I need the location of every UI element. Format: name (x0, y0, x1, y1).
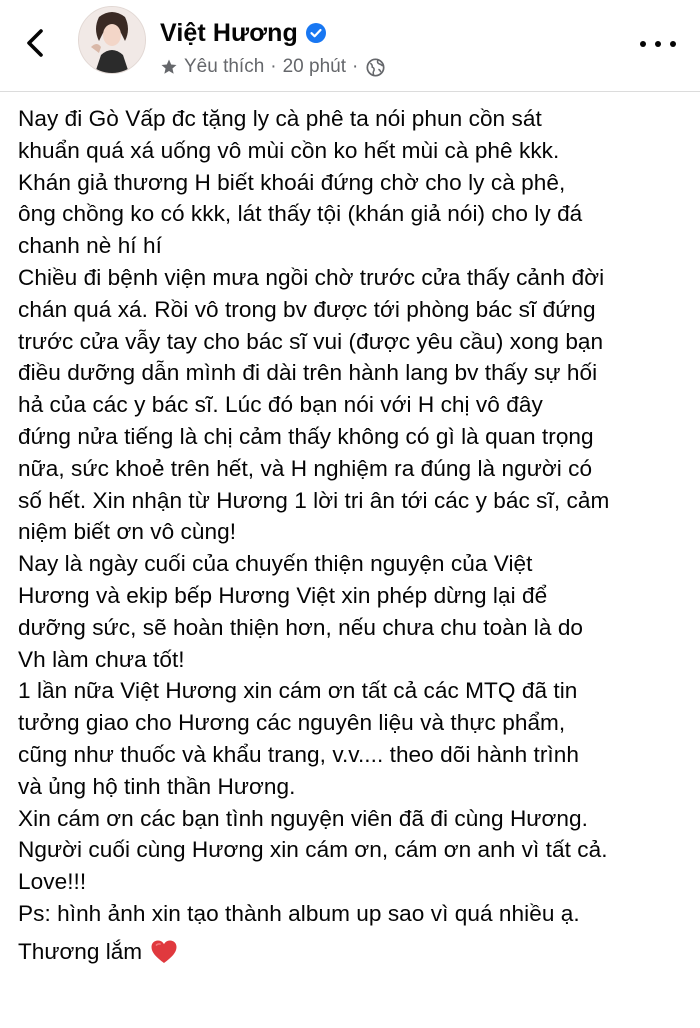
post-body (18, 103, 698, 968)
post-text-line: Hương và ekip bếp Hương Việt xin phép dừng lại để (18, 582, 548, 608)
post-text-line: Vh làm chưa tốt! (18, 646, 185, 672)
post-text-line: ông chồng ko có kkk, lát thấy tội (khán giả nói) cho ly đá (18, 201, 583, 227)
meta-separator: · (352, 56, 359, 77)
post-text-line: tưởng giao cho Hương các nguyên liệu và thực phẩm, (18, 710, 566, 736)
closing-line (18, 936, 698, 968)
more-options-icon[interactable] (640, 32, 676, 56)
more-dot (655, 41, 661, 47)
chevron-left-icon (24, 27, 46, 59)
back-button[interactable] (20, 26, 50, 60)
avatar-photo (79, 7, 145, 73)
post-text-line: điều dưỡng dẫn mình đi dài trên hành lang bv thấy sự hối (18, 360, 598, 386)
post-text-line: Xin cám ơn các bạn tình nguyện viên đã đi cùng Hương. (18, 805, 588, 831)
author-name[interactable]: Việt Hương (160, 18, 298, 47)
post-text-line: và ủng hộ tinh thần Hương. (18, 773, 296, 799)
post-time[interactable]: 20 phút (282, 56, 347, 77)
post-text-line: đứng nửa tiếng là chị cảm thấy không có gì là quan trọng (18, 423, 594, 449)
post-text-line: 1 lần nữa Việt Hương xin cám ơn tất cả các MTQ đã tin (18, 678, 578, 704)
more-dot (640, 41, 646, 47)
post-text-line: cũng như thuốc và khẩu trang, v.v.... theo dõi hành trình (18, 741, 579, 767)
post-text-line: Chiều đi bệnh viện mưa ngồi chờ trước cửa thấy cảnh đời (18, 264, 605, 290)
post-meta (160, 54, 385, 80)
post-text-line: khuẩn quá xá uống vô mùi cồn ko hết mùi cà phê kkk. (18, 137, 560, 163)
closing-text: Thương lắm (18, 938, 143, 964)
verified-badge-icon (306, 23, 326, 43)
globe-icon[interactable] (366, 58, 385, 77)
post-text-line: nữa, sức khoẻ trên hết, và H nghiệm ra đúng là người có (18, 455, 593, 481)
author-name-row (160, 18, 326, 48)
post-text-line: dưỡng sức, sẽ hoàn thiện hơn, nếu chưa chu toàn là do (18, 614, 584, 640)
post-text-line: Love!!! (18, 869, 87, 895)
post-header (0, 0, 700, 92)
star-icon (160, 58, 178, 76)
audience-label[interactable]: Yêu thích (184, 56, 265, 77)
post-text-line: chán quá xá. Rồi vô trong bv được tới phòng bác sĩ đứng (18, 296, 596, 322)
post-text-line: Người cuối cùng Hương xin cám ơn, cám ơn anh vì tất cả. (18, 837, 608, 863)
post-text-line: niệm biết ơn vô cùng! (18, 519, 237, 545)
post-text-line: Khán giả thương H biết khoái đứng chờ cho ly cà phê, (18, 169, 566, 195)
post-text-line: trước cửa vẫy tay cho bác sĩ vui (được yêu cầu) xong bạn (18, 328, 604, 354)
avatar[interactable] (78, 6, 146, 74)
more-dot (670, 41, 676, 47)
post-text-line: Ps: hình ảnh xin tạo thành album up sao vì quá nhiều ạ. (18, 900, 580, 926)
post-text-line: hả của các y bác sĩ. Lúc đó bạn nói với H chị vô đây (18, 392, 543, 418)
post-text-line: số hết. Xin nhận từ Hương 1 lời tri ân tới các y bác sĩ, cảm (18, 487, 610, 513)
meta-separator: · (270, 56, 277, 77)
post-text-line: chanh nè hí hí (18, 233, 162, 259)
post-text-line: Nay là ngày cuối của chuyến thiện nguyện của Việt (18, 551, 533, 577)
red-heart-icon (150, 939, 178, 965)
post-text-line: Nay đi Gò Vấp đc tặng ly cà phê ta nói phun cồn sát (18, 106, 542, 131)
